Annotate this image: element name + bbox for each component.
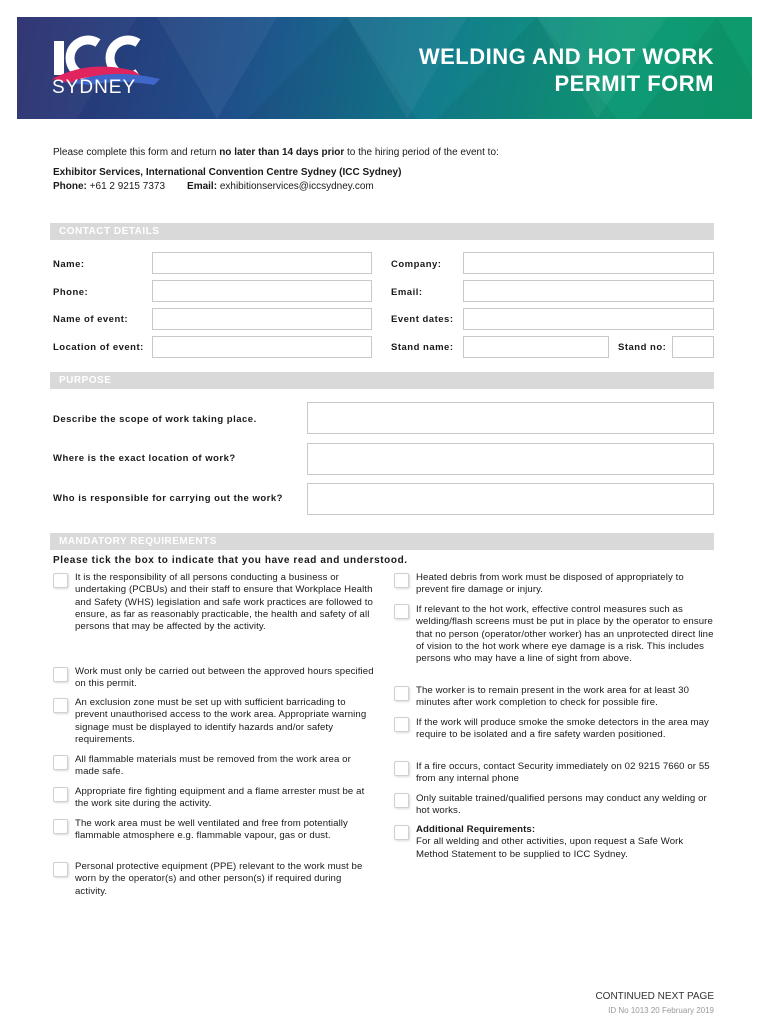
checkbox-control-measures[interactable]	[394, 604, 409, 619]
stand-no-field[interactable]	[672, 336, 714, 358]
name-field[interactable]	[152, 252, 372, 274]
checkbox-approved-hours[interactable]	[53, 667, 68, 682]
email-value[interactable]: exhibitionservices@iccsydney.com	[217, 181, 374, 192]
phone-field[interactable]	[152, 280, 372, 302]
checkbox-exclusion-zone[interactable]	[53, 698, 68, 713]
continued-next-page: CONTINUED NEXT PAGE	[595, 991, 714, 1002]
name-label: Name:	[53, 259, 85, 270]
purpose-heading: PURPOSE	[50, 372, 714, 389]
stand-name-field[interactable]	[463, 336, 609, 358]
checkbox-additional-requirements[interactable]	[394, 825, 409, 840]
email-field[interactable]	[463, 280, 714, 302]
title-line-2: PERMIT FORM	[554, 71, 714, 96]
stand-no-label: Stand no:	[618, 342, 667, 353]
requirement-text: An exclusion zone must be set up with sufficient barricading to prevent unauthorised access to the work area. Appropriate warning signage must be displayed to identify hazards and/or safety requirements.	[75, 697, 367, 745]
checkbox-remain-present[interactable]	[394, 686, 409, 701]
event-dates-field[interactable]	[463, 308, 714, 330]
requirement-text: The work area must be well ventilated and free from potentially flammable atmosphere e.g. flammable vapour, gas or dust.	[75, 818, 348, 842]
checkbox-fire-equipment[interactable]	[53, 787, 68, 802]
stand-name-label: Stand name:	[391, 342, 454, 353]
requirement-text: All flammable materials must be removed from the work area or made safe.	[75, 754, 351, 778]
requirement-text: Heated debris from work must be disposed of appropriately to prevent fire damage or injury.	[416, 572, 684, 596]
event-name-label: Name of event:	[53, 314, 129, 325]
email-field-label: Email:	[391, 287, 423, 298]
phone-label: Phone:	[53, 181, 87, 192]
requirement-text: Only suitable trained/qualified persons may conduct any welding or hot works.	[416, 793, 707, 817]
tick-instruction: Please tick the box to indicate that you have read and understood.	[53, 555, 408, 566]
event-dates-label: Event dates:	[391, 314, 454, 325]
intro-text-after: to the hiring period of the event to:	[344, 147, 499, 158]
checkbox-flammable-materials[interactable]	[53, 755, 68, 770]
intro-line	[53, 146, 499, 160]
checkbox-heated-debris[interactable]	[394, 573, 409, 588]
checkbox-ppe[interactable]	[53, 862, 68, 877]
requirement-text: If a fire occurs, contact Security immediately on 02 9215 7660 or 55 from any internal phone	[416, 761, 710, 785]
email-label: Email:	[187, 181, 218, 192]
responsible-field[interactable]	[307, 483, 714, 515]
additional-requirements	[416, 824, 716, 861]
intro-contact	[53, 180, 499, 194]
location-field[interactable]	[152, 336, 372, 358]
requirement-text: The worker is to remain present in the work area for at least 30 minutes after work completion to check for possible fire.	[416, 685, 690, 709]
requirement-text: If the work will produce smoke the smoke detectors in the area may require to be isolated and a fire safety warden positioned.	[416, 717, 709, 741]
additional-requirements-text: For all welding and other activities, upon request a Safe Work Method Statement to be supplied to ICC Sydney.	[416, 836, 684, 860]
checkbox-ventilation[interactable]	[53, 819, 68, 834]
requirement-text: It is the responsibility of all persons conducting a business or undertaking (PCBUs) and their staff to ensure that Workplace Health and Safety (WHS) legislation and safe work practices are followed to ensure, as far as reasonably practicable, the health and safety of all persons that may be affected by the activity.	[75, 572, 373, 633]
header-banner	[17, 17, 752, 119]
intro-text-before: Please complete this form and return	[53, 147, 220, 158]
intro-org: Exhibitor Services, International Convention Centre Sydney (ICC Sydney)	[53, 167, 402, 178]
event-name-field[interactable]	[152, 308, 372, 330]
requirement-text: Appropriate fire fighting equipment and a flame arrester must be at the work site during the activity.	[75, 786, 365, 810]
additional-requirements-title: Additional Requirements:	[416, 824, 536, 835]
phone-field-label: Phone:	[53, 287, 89, 298]
checkbox-pcbu-responsibility[interactable]	[53, 573, 68, 588]
checkbox-smoke-detectors[interactable]	[394, 717, 409, 732]
mandatory-heading: MANDATORY REQUIREMENTS	[50, 533, 714, 550]
checkbox-qualified-persons[interactable]	[394, 793, 409, 808]
document-id: ID No 1013 20 February 2019	[608, 1006, 714, 1015]
scope-label: Describe the scope of work taking place.	[53, 414, 257, 425]
work-location-field[interactable]	[307, 443, 714, 475]
logo-sydney-text: SYDNEY	[52, 77, 137, 98]
requirement-text: Personal protective equipment (PPE) relevant to the work must be worn by the operator(s) and other person(s) if required during activity.	[75, 861, 363, 897]
contact-details-heading: CONTACT DETAILS	[50, 223, 714, 240]
requirement-text: Work must only be carried out between the approved hours specified on this permit.	[75, 666, 374, 690]
scope-field[interactable]	[307, 402, 714, 434]
page-title	[419, 43, 714, 97]
intro-emphasis: no later than 14 days prior	[219, 147, 345, 158]
company-field[interactable]	[463, 252, 714, 274]
phone-value: +61 2 9215 7373	[86, 181, 166, 192]
responsible-label: Who is responsible for carrying out the work?	[53, 493, 283, 504]
requirement-text: If relevant to the hot work, effective control measures such as welding/flash screens must be put in place by the operator to ensure that no person (operator/other worker) has an unprotected direct line of vision to the hot work where eye damage is a risk. This includes persons who may have a line of sight from above.	[416, 604, 714, 665]
location-label: Location of event:	[53, 342, 144, 353]
icc-logo	[50, 35, 170, 115]
checkbox-fire-security[interactable]	[394, 761, 409, 776]
intro	[53, 146, 499, 194]
company-label: Company:	[391, 259, 442, 270]
title-line-1: WELDING AND HOT WORK	[418, 44, 714, 69]
work-location-label: Where is the exact location of work?	[53, 453, 236, 464]
